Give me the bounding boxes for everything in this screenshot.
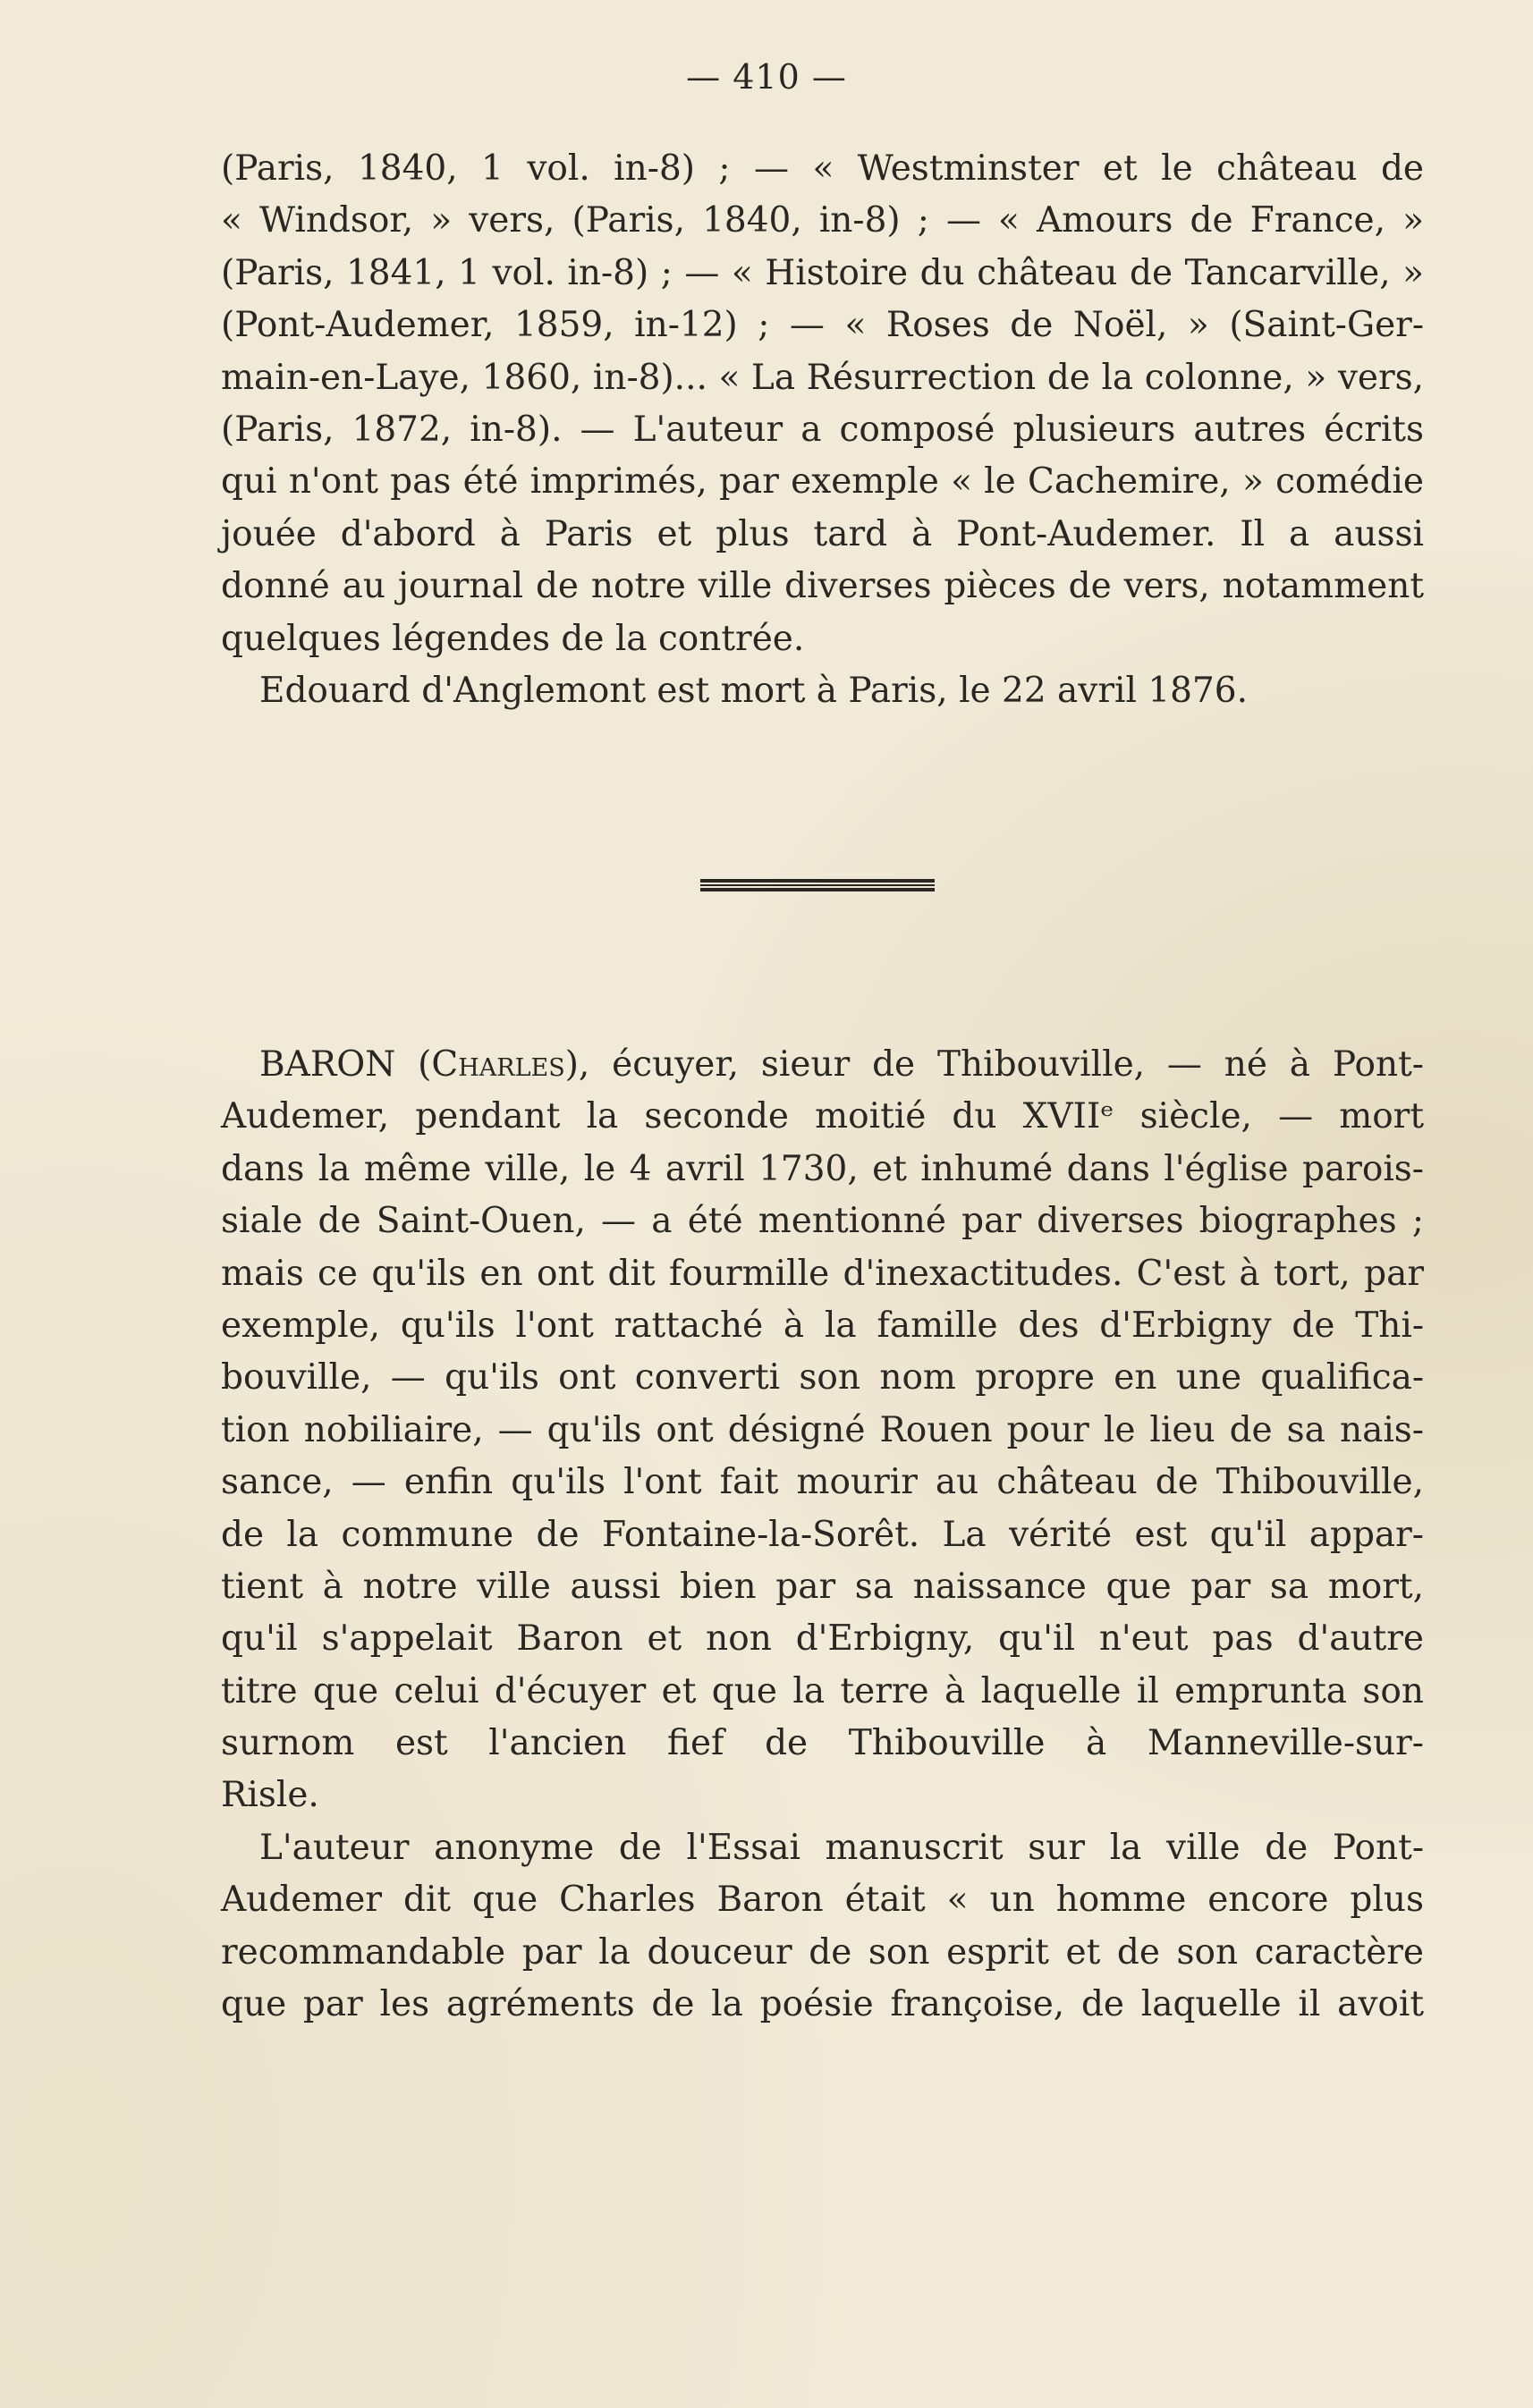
text-line: exemple, qu'ils l'ont rattaché à la famille des d'Erbigny de Thi-	[221, 1305, 1424, 1346]
entry-heading-rest: ), écuyer, sieur de Thibouville, — né à Pont-	[564, 1044, 1424, 1085]
death-line: Edouard d'Anglemont est mort à Paris, le 22 avril 1876.	[259, 670, 1248, 711]
text-line: siale de Saint-Ouen, — a été mentionné par diverses biographes ;	[221, 1201, 1424, 1242]
text-line: recommandable par la douceur de son esprit et de son caractère	[221, 1931, 1424, 1973]
text-line: (Paris, 1840, 1 vol. in-8) ; — « Westminster et le château de	[221, 148, 1424, 189]
text-line: quelques légendes de la contrée.	[221, 618, 805, 659]
text-line: qui n'ont pas été imprimés, par exemple « le Cachemire, » comédie	[221, 461, 1424, 503]
text-line: Audemer dit que Charles Baron était « un homme encore plus	[221, 1880, 1424, 1921]
entry-name: BARON	[259, 1044, 396, 1085]
text-line: tion nobiliaire, — qu'ils ont désigné Rouen pour le lieu de sa nais-	[221, 1409, 1424, 1450]
text-line: jouée d'abord à Paris et plus tard à Pont-Audemer. Il a aussi	[221, 513, 1424, 554]
entry-forename: Charles	[431, 1044, 565, 1085]
text-line: (Pont-Audemer, 1859, in-12) ; — « Roses de Noël, » (Saint-Ger-	[221, 305, 1424, 346]
text-line: que par les agréments de la poésie françoise, de laquelle il avoit	[221, 1984, 1424, 2025]
text-line: qu'il s'appelait Baron et non d'Erbigny, qu'il n'eut pas d'autre	[221, 1618, 1424, 1660]
section-separator-rule	[700, 879, 935, 891]
text-line: (Paris, 1872, in-8). — L'auteur a composé plusieurs autres écrits	[221, 409, 1424, 450]
text-line: dans la même ville, le 4 avril 1730, et inhumé dans l'église parois-	[221, 1148, 1424, 1189]
text-line: donné au journal de notre ville diverses pièces de vers, notamment	[221, 566, 1424, 607]
text-line: Audemer, pendant la seconde moitié du XVIIᵉ siècle, — mort	[221, 1096, 1424, 1137]
text-line: mais ce qu'ils en ont dit fourmille d'inexactitudes. C'est à tort, par	[221, 1253, 1424, 1294]
text-line: surnom est l'ancien fief de Thibouville à Manneville-sur-	[221, 1723, 1424, 1764]
entry-heading-line: BARON (Charles), écuyer, sieur de Thibouville, — né à Pont-	[259, 1044, 1424, 1085]
text-line: de la commune de Fontaine-la-Sorêt. La vérité est qu'il appar-	[221, 1514, 1424, 1555]
text-line: bouville, — qu'ils ont converti son nom propre en une qualifica-	[221, 1357, 1424, 1398]
previous-entry-continuation	[221, 143, 1424, 717]
text-line: sance, — enfin qu'ils l'ont fait mourir au château de Thibouville,	[221, 1462, 1424, 1503]
baron-entry	[221, 1039, 1424, 2031]
page-number: — 410 —	[686, 57, 847, 97]
text-line: « Windsor, » vers, (Paris, 1840, in-8) ; — « Amours de France, »	[221, 200, 1424, 241]
text-line: titre que celui d'écuyer et que la terre à laquelle il emprunta son	[221, 1670, 1424, 1711]
text-line: L'auteur anonyme de l'Essai manuscrit sur la ville de Pont-	[259, 1827, 1424, 1868]
text-line: tient à notre ville aussi bien par sa naissance que par sa mort,	[221, 1566, 1424, 1607]
text-line: Risle.	[221, 1775, 319, 1816]
text-line: (Paris, 1841, 1 vol. in-8) ; — « Histoire du château de Tancarville, »	[221, 252, 1424, 293]
text-line: main-en-Laye, 1860, in-8)... « La Résurrection de la colonne, » vers,	[221, 357, 1424, 398]
